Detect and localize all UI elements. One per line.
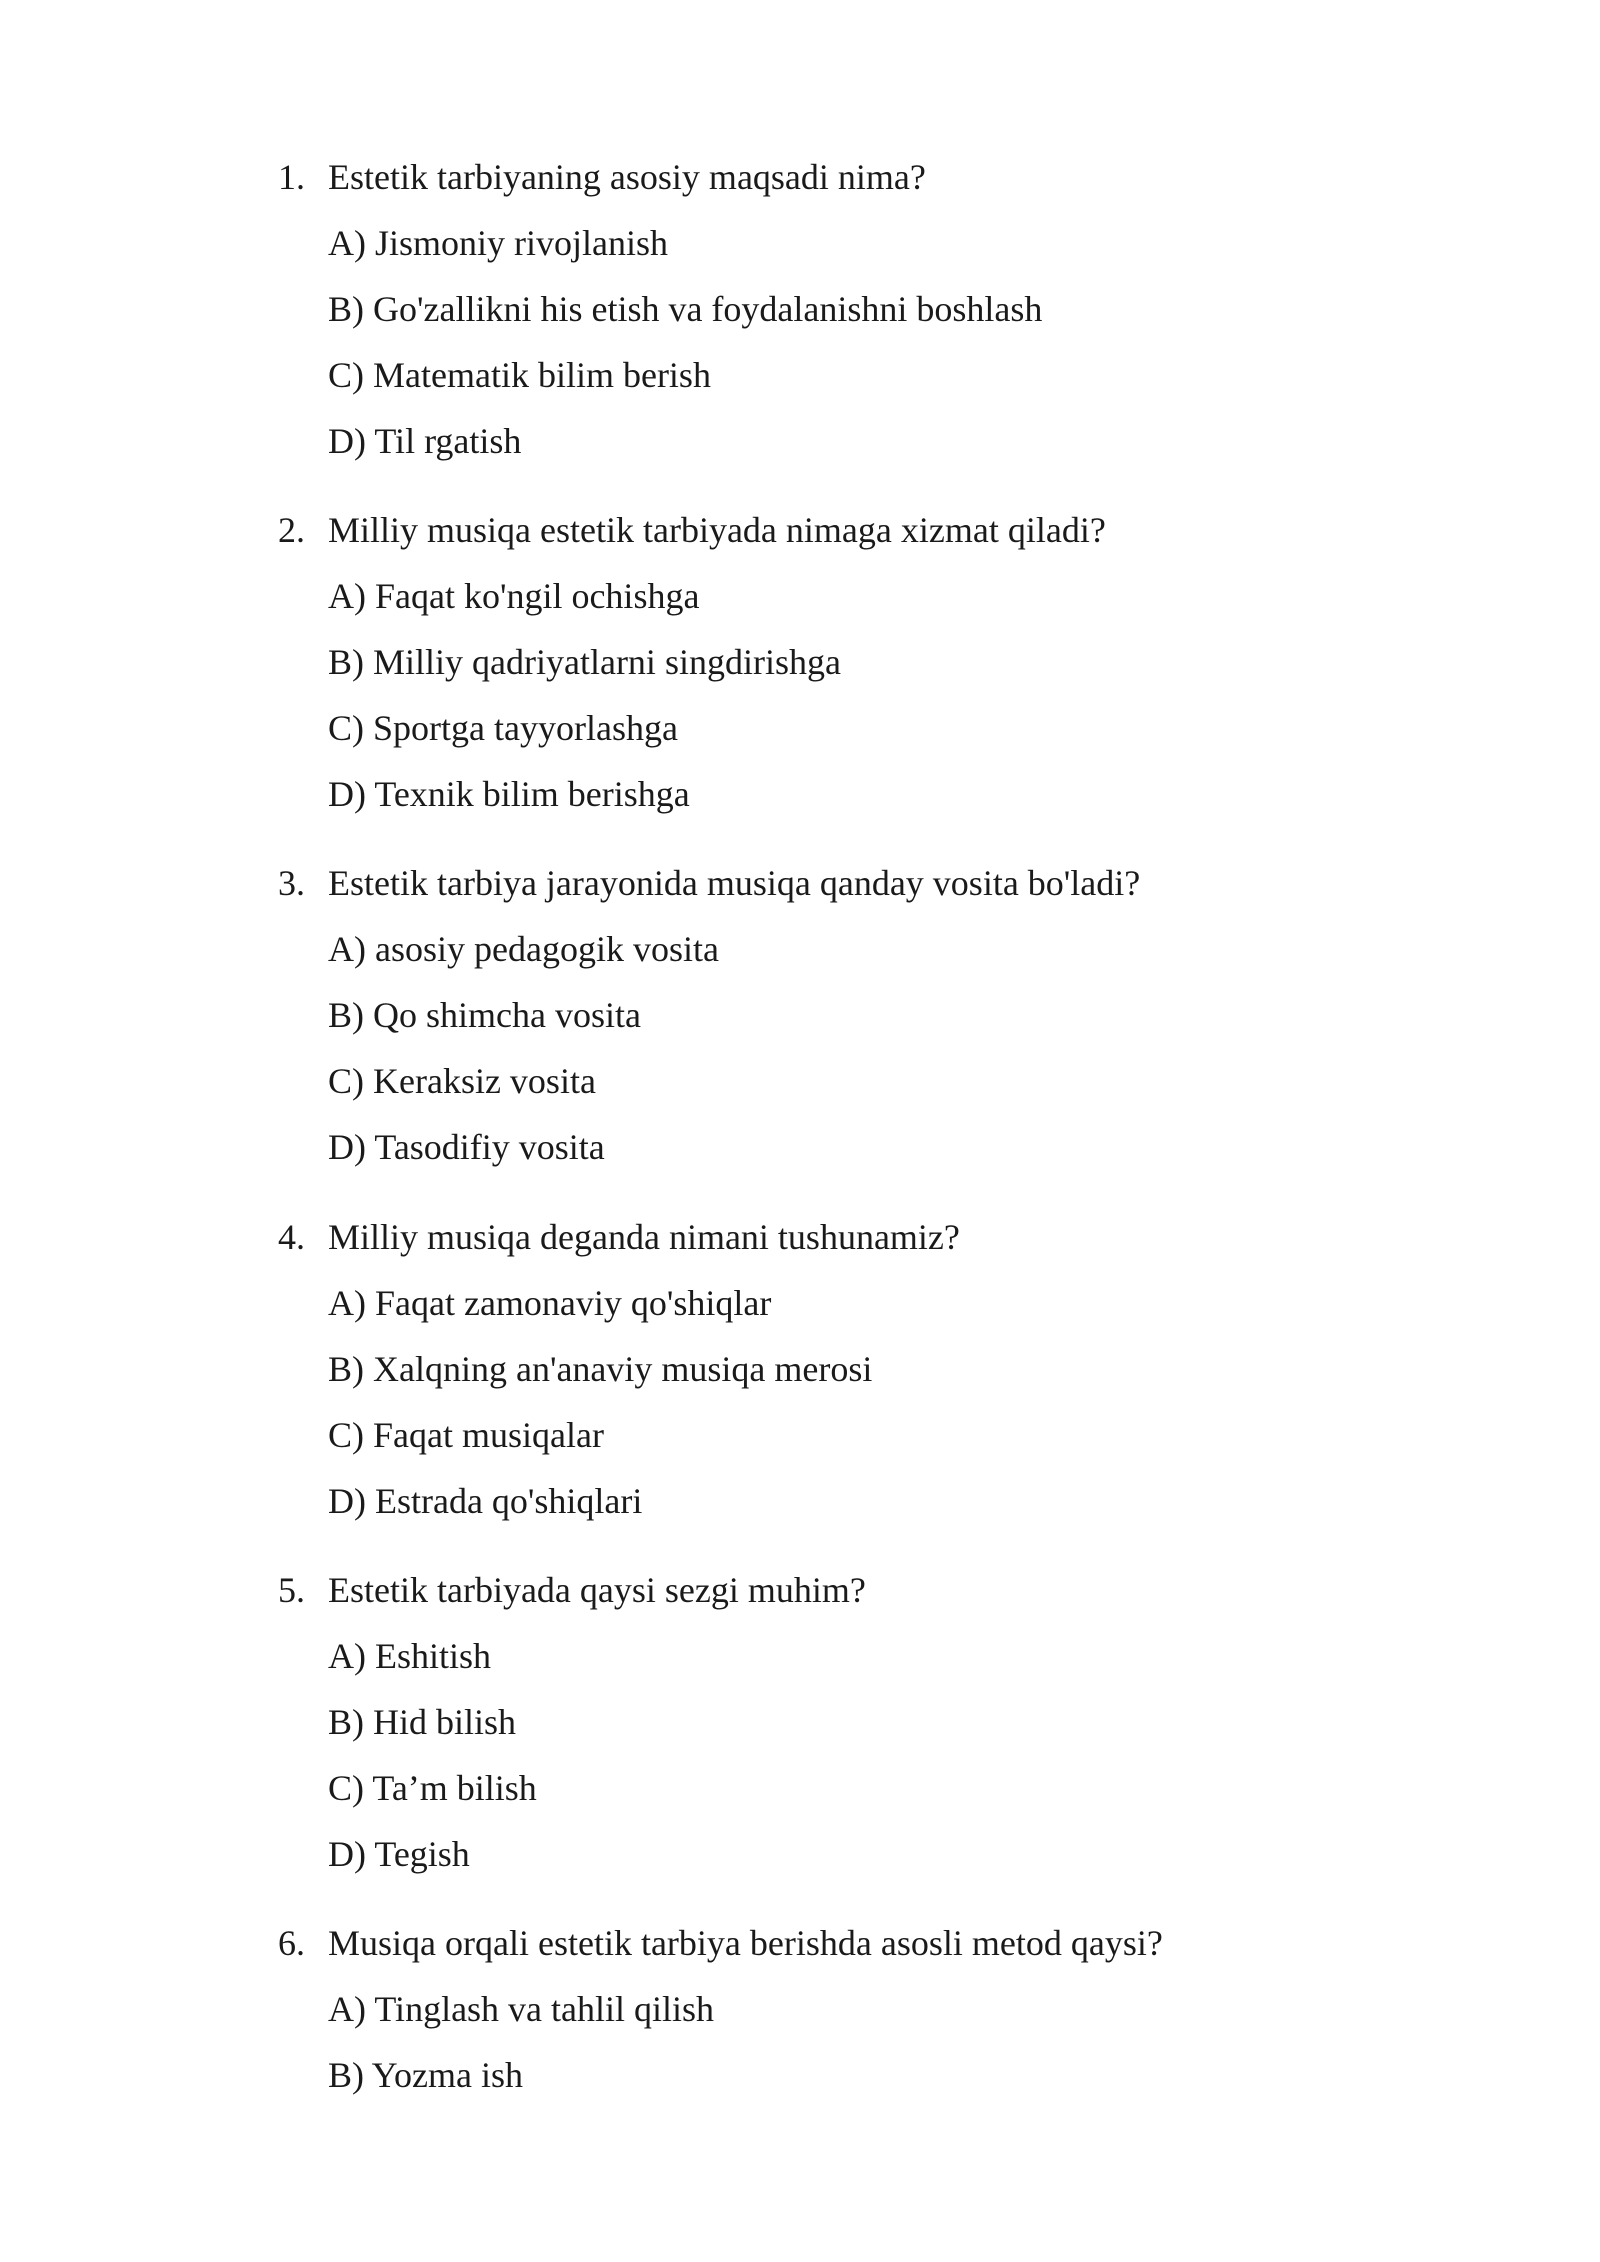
question-text: Musiqa orqali estetik tarbiya berishda asosli metod qaysi?	[328, 1923, 1163, 1963]
option-d: D) Estrada qo'shiqlari	[328, 1481, 643, 1521]
question-5	[278, 1557, 1378, 1887]
question-text: Estetik tarbiyada qaysi sezgi muhim?	[328, 1570, 866, 1610]
option-a: A) Tinglash va tahlil qilish	[328, 1989, 715, 2029]
option-c: C) Keraksiz vosita	[328, 1061, 596, 1101]
question-number: 3.	[278, 863, 305, 903]
question-line	[278, 144, 1378, 210]
question-1	[278, 144, 1378, 474]
option-a: A) asosiy pedagogik vosita	[328, 929, 719, 969]
option-d: D) Tasodifiy vosita	[328, 1127, 605, 1167]
question-number: 6.	[278, 1923, 305, 1963]
option-a: A) Faqat ko'ngil ochishga	[328, 576, 700, 616]
question-number: 1.	[278, 157, 305, 197]
option-d: D) Texnik bilim berishga	[328, 774, 690, 814]
question-number: 4.	[278, 1217, 305, 1257]
option-c: C) Faqat musiqalar	[328, 1415, 604, 1455]
question-number: 2.	[278, 510, 305, 550]
question-line	[278, 1204, 1378, 1270]
question-4	[278, 1204, 1378, 1534]
option-b: B) Hid bilish	[328, 1702, 517, 1742]
question-line	[278, 1557, 1378, 1623]
question-6	[278, 1910, 1378, 2108]
option-c: C) Matematik bilim berish	[328, 355, 711, 395]
question-text: Estetik tarbiya jarayonida musiqa qanday vosita bo'ladi?	[328, 863, 1141, 903]
question-2	[278, 497, 1378, 827]
question-text: Milliy musiqa deganda nimani tushunamiz?	[328, 1217, 960, 1257]
option-c: C) Ta’m bilish	[328, 1768, 537, 1808]
option-d: D) Til rgatish	[328, 421, 522, 461]
question-line	[278, 1910, 1378, 1976]
option-b: B) Xalqning an'anaviy musiqa merosi	[328, 1349, 873, 1389]
option-a: A) Faqat zamonaviy qo'shiqlar	[328, 1283, 772, 1323]
option-b: B) Go'zallikni his etish va foydalanishni boshlash	[328, 289, 1043, 329]
question-3	[278, 850, 1378, 1180]
option-a: A) Jismoniy rivojlanish	[328, 223, 668, 263]
option-b: B) Milliy qadriyatlarni singdirishga	[328, 642, 841, 682]
question-number: 5.	[278, 1570, 305, 1610]
question-line	[278, 497, 1378, 563]
question-line	[278, 850, 1378, 916]
option-c: C) Sportga tayyorlashga	[328, 708, 678, 748]
option-d: D) Tegish	[328, 1834, 470, 1874]
option-a: A) Eshitish	[328, 1636, 492, 1676]
option-b: B) Qo shimcha vosita	[328, 995, 641, 1035]
option-b: B) Yozma ish	[328, 2055, 524, 2095]
question-text: Estetik tarbiyaning asosiy maqsadi nima?	[328, 157, 926, 197]
question-text: Milliy musiqa estetik tarbiyada nimaga xizmat qiladi?	[328, 510, 1106, 550]
